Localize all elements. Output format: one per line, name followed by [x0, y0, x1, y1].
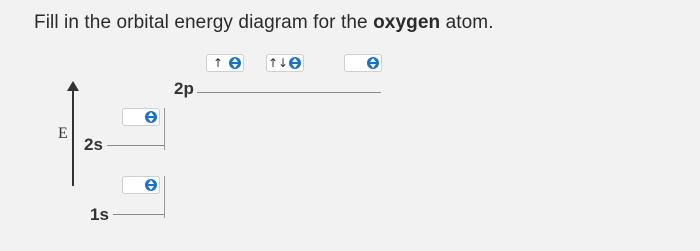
updown-select-icon[interactable]	[229, 57, 241, 69]
orbital-2p-2[interactable]	[266, 54, 304, 72]
orbital-1s[interactable]	[122, 176, 160, 194]
level-line-1s	[113, 214, 165, 215]
updown-select-icon[interactable]	[145, 179, 157, 191]
level-label-1s: 1s	[90, 205, 109, 224]
electron-spin-2s	[123, 109, 145, 125]
energy-axis-arrow	[72, 90, 74, 186]
electron-spin-1s	[123, 177, 145, 193]
updown-select-icon[interactable]	[145, 111, 157, 123]
electron-spin-2p-2: ↑↓	[267, 56, 289, 70]
updown-select-icon[interactable]	[367, 57, 379, 69]
prompt-element-name: oxygen	[373, 12, 441, 33]
question-prompt	[34, 12, 494, 34]
updown-select-icon[interactable]	[289, 57, 301, 69]
orbital-2p-1[interactable]	[206, 54, 244, 72]
orbital-2s[interactable]	[122, 108, 160, 126]
energy-axis-label: E	[58, 125, 68, 142]
electron-spin-2p-1: ↑	[212, 56, 224, 70]
prompt-text-before: Fill in the orbital energy diagram for the	[34, 12, 374, 33]
level-line-2s	[107, 145, 165, 146]
level-label-2p: 2p	[174, 79, 194, 98]
electron-spin-2p-3	[345, 55, 367, 71]
orbital-2p-3[interactable]	[344, 54, 382, 72]
orbital-bracket-1s	[164, 176, 165, 218]
level-line-2p	[197, 92, 381, 93]
level-label-2s: 2s	[84, 135, 103, 154]
prompt-text-after: atom.	[440, 12, 494, 33]
orbital-bracket-2s	[164, 108, 165, 150]
